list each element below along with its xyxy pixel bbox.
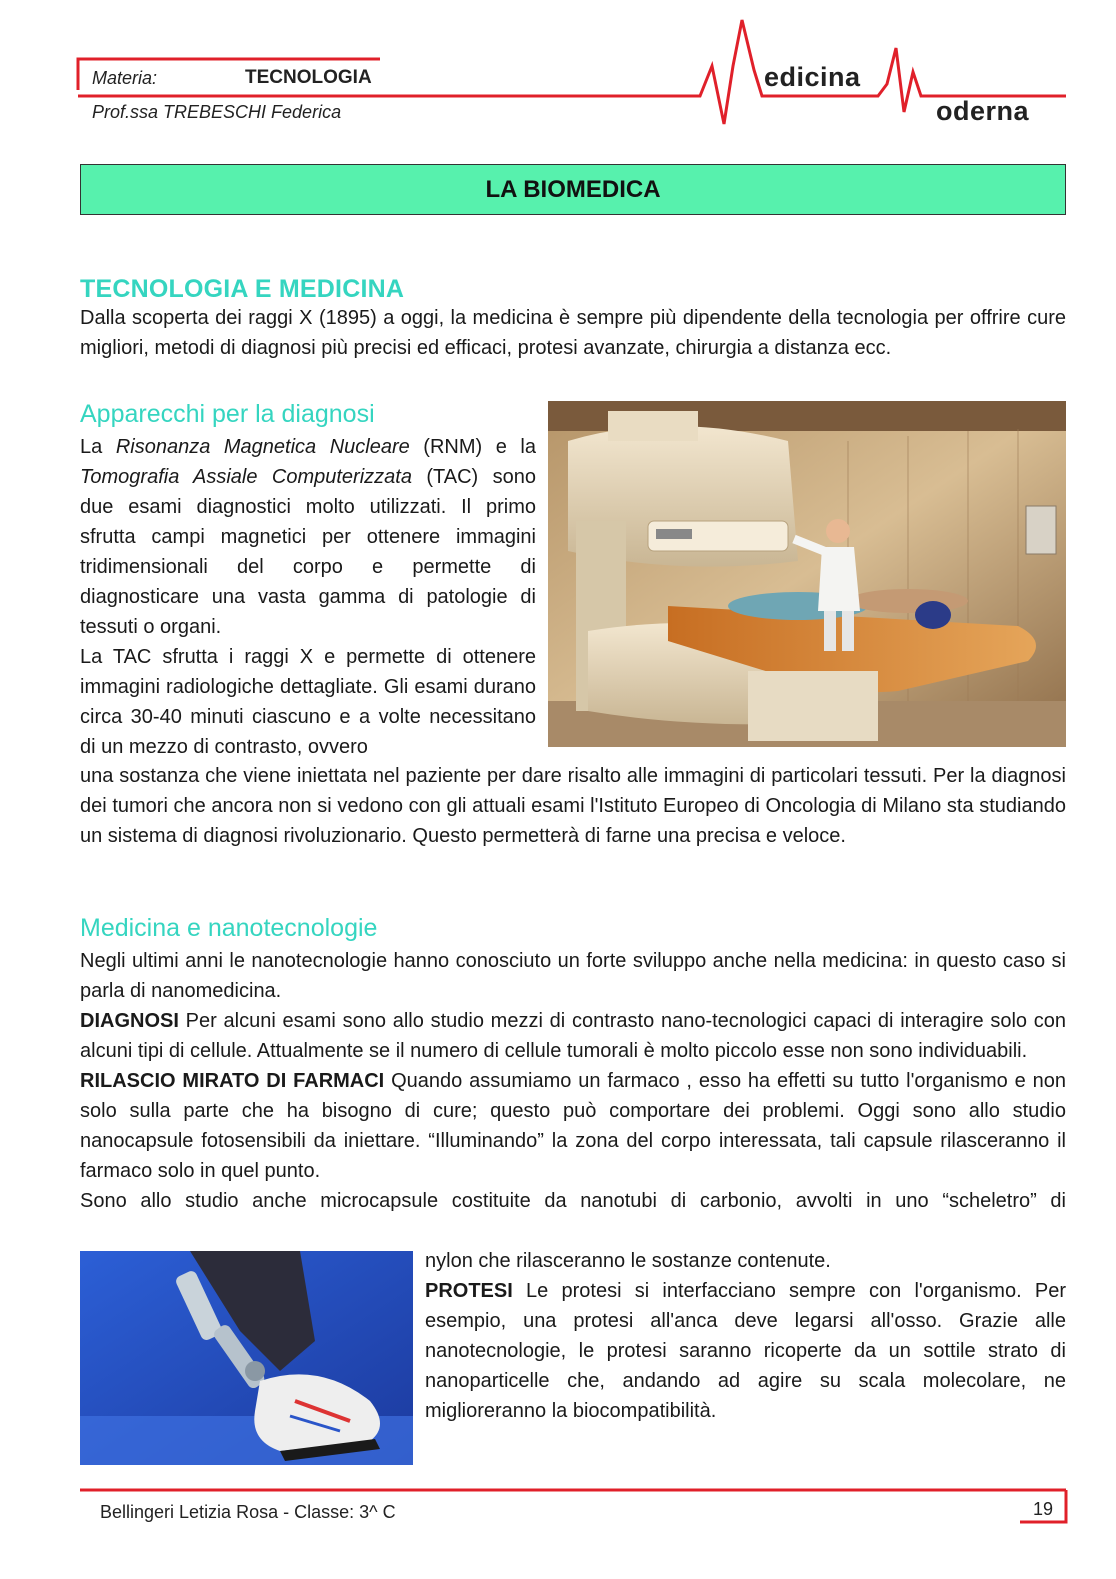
paragraph-contrasto: una sostanza che viene iniettata nel paziente per dare risalto alle immagini di particolari tessuti. Per la diagnosi dei tumori che ancora non si vedono con gli attuali esami l'Istituto Europeo di Oncologia di Milano sta studiando un sistema di diagnosi rivoluzionario. Questo permetterà di farne una precisa e veloce. bbox=[80, 765, 1066, 847]
label-diagnosi: DIAGNOSI bbox=[80, 1010, 179, 1032]
paragraph-nanomedicina: Negli ultimi anni le nanotecnologie hanno conosciuto un forte sviluppo anche nella medicina: in questo caso si parla di nanomedicina. bbox=[80, 950, 1066, 1002]
term-rnm: Risonanza Magnetica Nucleare bbox=[115, 436, 410, 458]
section-heading-nanotecnologie: Medicina e nanotecnologie bbox=[80, 914, 378, 942]
subject-name: TECNOLOGIA bbox=[245, 67, 372, 88]
logo-word-top: edicina bbox=[764, 62, 861, 92]
paragraph-diagnosi: DIAGNOSI Per alcuni esami sono allo studio mezzi di contrasto nano-tecnologici capaci di interagire solo con alcuni tipi di cellule. Attualmente se il numero di cellule tumorali è molto piccolo esse non sono individuabili. bbox=[80, 1010, 1066, 1062]
subject-label: Materia: bbox=[92, 68, 158, 88]
logo-word-bottom: oderna bbox=[936, 96, 1030, 126]
prosthesis-photo bbox=[80, 1251, 413, 1465]
teacher-name: Prof.ssa TREBESCHI Federica bbox=[92, 102, 342, 122]
section-heading-tecnologia: TECNOLOGIA E MEDICINA bbox=[80, 275, 405, 303]
paragraph-rilascio: RILASCIO MIRATO DI FARMACI Quando assumiamo un farmaco , esso ha effetti su tutto l'organismo e non solo sulla parte che ha bisogno di cure; questo può comportare dei problemi. Oggi sono allo studio nanocapsule fotosensibili da iniettare. “Illuminando” la zona del corpo interessata, tali capsule rilasceranno il farmaco solo in quel punto. bbox=[80, 1070, 1066, 1182]
section-heading-diagnosi: Apparecchi per la diagnosi bbox=[80, 400, 375, 428]
term-tac: Tomografia Assiale Computerizzata bbox=[80, 466, 412, 488]
label-protesi: PROTESI bbox=[425, 1280, 513, 1302]
protesi-text-block bbox=[425, 1246, 1066, 1426]
page-title-box bbox=[80, 164, 1066, 215]
page-number: 19 bbox=[1033, 1499, 1054, 1519]
paragraph-protesi: PROTESI Le protesi si interfacciano sempre con l'organismo. Per esempio, una protesi all'anca deve legarsi all'osso. Grazie alle nanotecnologie, le protesi saranno ricoperte da un sottile strato di nanoparticelle che, andando ad agire su scala molecolare, ne miglioreranno la biocompatibilità. bbox=[425, 1280, 1066, 1422]
paragraph-intro: Dalla scoperta dei raggi X (1895) a oggi, la medicina è sempre più dipendente della tecnologia per offrire cure migliori, metodi di diagnosi più precisi ed efficaci, protesi avanzate, chirurgia a distanza ecc. bbox=[80, 307, 1066, 359]
paragraph-nylon: nylon che rilasceranno le sostanze contenute. bbox=[425, 1250, 831, 1272]
paragraph-tac: La TAC sfrutta i raggi X e permette di ottenere immagini radiologiche dettagliate. Gli esami durano circa 30-40 minuti ciascuno e a volte necessitano di un mezzo di contrasto, ovvero bbox=[80, 646, 536, 758]
nano-text-block bbox=[80, 946, 1066, 1216]
paragraph-rnm-tac: La Risonanza Magnetica Nucleare (RNM) e la Tomografia Assiale Computerizzata (TAC) sono due esami diagnostici molto utilizzati. Il primo sfrutta campi magnetici per ottenere immagini tridimensionali del corpo e permette di diagnosticare una vasta gamma di patologie di tessuti o organi. bbox=[80, 436, 536, 638]
footer-author: Bellingeri Letizia Rosa - Classe: 3^ C bbox=[100, 1502, 396, 1522]
page-title: LA BIOMEDICA bbox=[485, 175, 661, 203]
paragraph-microcapsule: Sono allo studio anche microcapsule costituite da nanotubi di carbonio, avvolti in uno “scheletro” di bbox=[80, 1190, 1066, 1212]
label-rilascio: RILASCIO MIRATO DI FARMACI bbox=[80, 1070, 385, 1092]
mri-scanner-photo bbox=[548, 401, 1066, 747]
